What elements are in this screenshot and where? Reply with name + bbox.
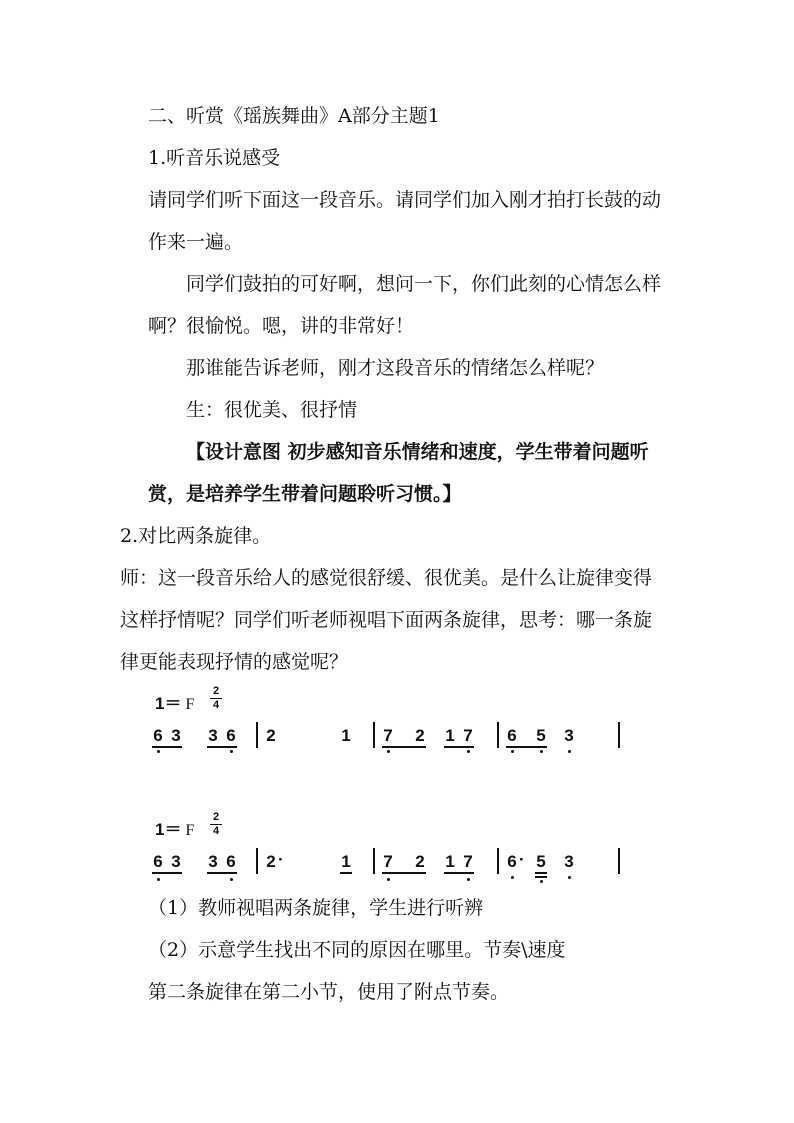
bar-line bbox=[497, 848, 499, 874]
paragraph-line: 同学们鼓拍的可好啊，想问一下，你们此刻的心情怎么样 bbox=[186, 273, 662, 295]
low-octave-dot bbox=[230, 878, 233, 881]
beam bbox=[340, 872, 352, 874]
bar-line bbox=[497, 722, 499, 748]
beam bbox=[535, 876, 547, 878]
note: 5 bbox=[536, 852, 546, 871]
paragraph-line: 生：很优美、很抒情 bbox=[186, 399, 358, 421]
section-heading: 二、听赏《瑶族舞曲》A部分主题1 bbox=[148, 105, 440, 127]
augmentation-dot: · bbox=[278, 850, 284, 869]
beam bbox=[382, 746, 426, 748]
paragraph-line: （2）示意学生找出不同的原因在哪里。节奏\速度 bbox=[148, 939, 566, 961]
low-octave-dot bbox=[467, 750, 470, 753]
beam bbox=[152, 746, 182, 748]
note: 1 bbox=[341, 852, 351, 871]
beam bbox=[444, 872, 474, 874]
paragraph-line: 啊？很愉悦。嗯，讲的非常好！ bbox=[148, 315, 415, 337]
paragraph-line: 律更能表现抒情的感觉呢？ bbox=[120, 651, 349, 673]
note: 2 bbox=[266, 852, 276, 871]
note: 1 bbox=[445, 852, 455, 871]
low-octave-dot bbox=[511, 876, 514, 879]
note: 7 bbox=[463, 726, 473, 745]
paragraph-line: 那谁能告诉老师，刚才这段音乐的情绪怎么样呢？ bbox=[186, 357, 605, 379]
bar-line bbox=[256, 722, 258, 748]
bar-line bbox=[373, 722, 375, 748]
note: 7 bbox=[463, 852, 473, 871]
note: 2 bbox=[415, 852, 425, 871]
key-signature: 1＝ F bbox=[155, 820, 195, 839]
low-octave-dot bbox=[540, 750, 543, 753]
paragraph-line: （1）教师视唱两条旋律，学生进行听辨 bbox=[148, 897, 484, 919]
time-signature: 2 4 bbox=[210, 686, 222, 711]
beam bbox=[207, 746, 237, 748]
note: 3 bbox=[171, 726, 181, 745]
note: 1 bbox=[445, 726, 455, 745]
note: 5 bbox=[536, 726, 546, 745]
bar-line bbox=[373, 848, 375, 874]
beam bbox=[535, 872, 547, 874]
low-octave-dot bbox=[568, 750, 571, 753]
key-signature: 1＝ F bbox=[155, 694, 195, 713]
beam bbox=[207, 872, 237, 874]
note: 6 bbox=[226, 726, 236, 745]
bar-line bbox=[618, 848, 620, 874]
note: 3 bbox=[564, 726, 574, 745]
note: 3 bbox=[208, 726, 218, 745]
time-signature: 2 4 bbox=[210, 812, 222, 837]
low-octave-dot bbox=[540, 880, 543, 883]
note: 7 bbox=[383, 852, 393, 871]
low-octave-dot bbox=[511, 750, 514, 753]
paragraph-line: 这样抒情呢？同学们听老师视唱下面两条旋律，思考：哪一条旋 bbox=[120, 609, 653, 631]
note: 3 bbox=[208, 852, 218, 871]
beam bbox=[444, 746, 474, 748]
low-octave-dot bbox=[230, 750, 233, 753]
low-octave-dot bbox=[387, 750, 390, 753]
low-octave-dot bbox=[157, 750, 160, 753]
note: 6 bbox=[226, 852, 236, 871]
augmentation-dot: · bbox=[519, 850, 525, 869]
design-intent-line: 赏，是培养学生带着问题聆听习惯。】 bbox=[148, 483, 462, 505]
low-octave-dot bbox=[387, 878, 390, 881]
bar-line bbox=[256, 848, 258, 874]
paragraph-line: 第二条旋律在第二小节，使用了附点节奏。 bbox=[148, 981, 510, 1003]
note: 7 bbox=[383, 726, 393, 745]
low-octave-dot bbox=[467, 878, 470, 881]
low-octave-dot bbox=[157, 878, 160, 881]
bar-line bbox=[618, 722, 620, 748]
beam bbox=[382, 872, 426, 874]
note: 2 bbox=[415, 726, 425, 745]
design-intent-line: 【设计意图 初步感知音乐情绪和速度，学生带着问题听 bbox=[186, 441, 649, 463]
paragraph-line: 请同学们听下面这一段音乐。请同学们加入刚才拍打长鼓的动 bbox=[148, 189, 662, 211]
beam bbox=[506, 746, 547, 748]
paragraph-line: 作来一遍。 bbox=[148, 231, 244, 253]
note: 6 bbox=[507, 726, 517, 745]
note: 1 bbox=[341, 726, 351, 745]
paragraph-line: 师：这一段音乐给人的感觉很舒缓、很优美。是什么让旋律变得 bbox=[120, 567, 653, 589]
note: 6 bbox=[153, 852, 163, 871]
note: 6 bbox=[507, 852, 517, 871]
note: 2 bbox=[266, 726, 276, 745]
note: 3 bbox=[171, 852, 181, 871]
subheading-2: 2.对比两条旋律。 bbox=[120, 525, 272, 547]
note: 6 bbox=[153, 726, 163, 745]
beam bbox=[152, 872, 182, 874]
low-octave-dot bbox=[568, 876, 571, 879]
note: 3 bbox=[564, 852, 574, 871]
subheading-1: 1.听音乐说感受 bbox=[148, 147, 281, 169]
